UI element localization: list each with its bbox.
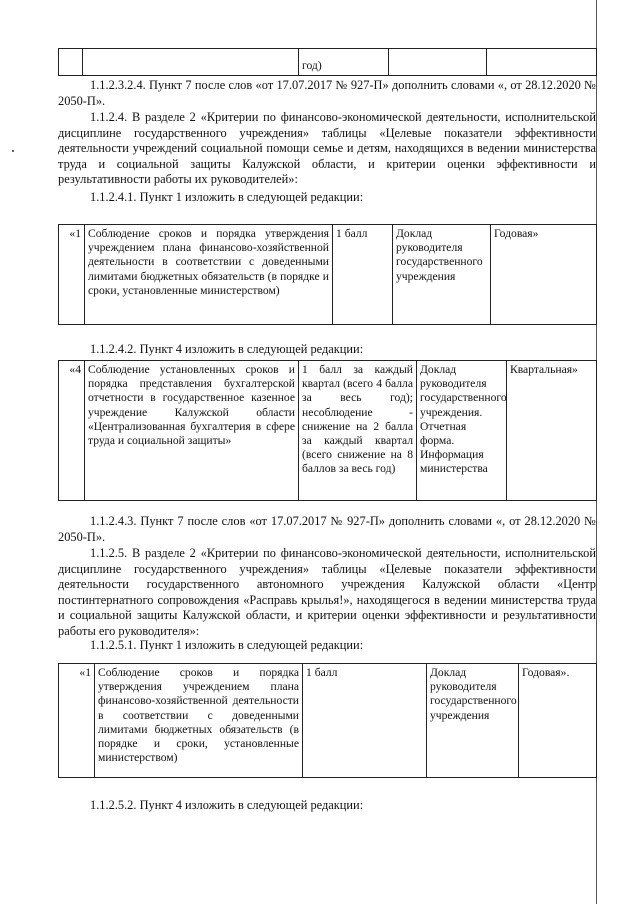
- criterion-text: Соблюдение установленных сроков и порядка представления бухгалтерской отчетности в государственное казенное учреждение Калужской области «Централизованная бухгалтерия в сфере труда и социальной защиты»: [85, 361, 299, 501]
- table-row: [59, 225, 597, 325]
- criterion-text: Соблюдение сроков и порядка утверждения учреждением плана финансово-хозяйственной деятельности в соответствии с доведенными лимитами бюджетных обязательств (в порядке и сроки, установленные министерством): [85, 225, 333, 325]
- period-cell: Годовая».: [519, 664, 597, 778]
- criteria-table-1: [58, 224, 597, 325]
- table-row: [59, 361, 597, 501]
- paragraph-1-1-2-4-1: 1.1.2.4.1. Пункт 1 изложить в следующей редакции:: [90, 190, 364, 204]
- source-cell: Доклад руководителя государственного учреждения. Отчетная форма. Информация министерства: [417, 361, 507, 501]
- period-cell: Годовая»: [491, 225, 597, 325]
- paragraph-1-1-2-5-2: 1.1.2.5.2. Пункт 4 изложить в следующей редакции:: [90, 798, 364, 812]
- top-table-fragment: [58, 48, 597, 76]
- table-cell: год): [299, 49, 389, 76]
- paragraph-1-1-2-4-2: 1.1.2.4.2. Пункт 4 изложить в следующей редакции:: [90, 342, 364, 356]
- item-number: «1: [59, 664, 95, 778]
- table-cell: [59, 49, 83, 76]
- score-cell: 1 балл за каждый квартал (всего 4 балла за весь год); несоблюдение - снижение на 2 балла за каждый квартал (всего снижение на 8 баллов за весь год): [299, 361, 417, 501]
- item-number: «4: [59, 361, 85, 501]
- source-cell: Доклад руководителя государственного учреждения: [427, 664, 519, 778]
- table-cell: [487, 49, 597, 76]
- period-cell: Квартальная»: [507, 361, 597, 501]
- criteria-table-3: [58, 663, 597, 778]
- score-cell: 1 балл: [303, 664, 427, 778]
- paragraph-1-1-2-3-2-4: 1.1.2.3.2.4. Пункт 7 после слов «от 17.07.2017 № 927-П» дополнить словами «, от 28.12.2020 № 2050-П».: [58, 78, 596, 108]
- table-row: [59, 664, 597, 778]
- scan-speck: [12, 150, 14, 152]
- table-cell: [83, 49, 299, 76]
- criteria-table-2: [58, 360, 597, 501]
- score-cell: 1 балл: [333, 225, 393, 325]
- paragraph-1-1-2-4-3: 1.1.2.4.3. Пункт 7 после слов «от 17.07.2017 № 927-П» дополнить словами «, от 28.12.2020 № 2050-П».: [58, 514, 596, 544]
- table-cell: [389, 49, 487, 76]
- paragraph-1-1-2-4: 1.1.2.4. В разделе 2 «Критерии по финансово-экономической деятельности, исполнительской дисциплине государственного учреждения» таблицы «Целевые показатели эффективности деятельности учреждений социальной помощи семье и детям, находящихся в ведении министерства труда и социальной защиты Калужской области, и критерии оценки эффективности и результативности работы их руководителей»:: [58, 110, 596, 187]
- paragraph-1-1-2-5: 1.1.2.5. В разделе 2 «Критерии по финансово-экономической деятельности, исполнительской дисциплине государственного учреждения» таблицы «Целевые показатели эффективности деятельности государственного автономного учреждения Калужской области «Центр постинтернатного сопровождения «Расправь крылья!», находящегося в ведении министерства труда и социальной защиты Калужской области, и критерии оценки эффективности и результативности работы его руководителя»:: [58, 546, 596, 638]
- paragraph-1-1-2-5-1: 1.1.2.5.1. Пункт 1 изложить в следующей редакции:: [90, 638, 364, 652]
- source-cell: Доклад руководителя государственного учреждения: [393, 225, 491, 325]
- criterion-text: Соблюдение сроков и порядка утверждения учреждением плана финансово-хозяйственной деятельности в соответствии с доведенными лимитами бюджетных обязательств (в порядке и сроки, установленные министерством): [95, 664, 303, 778]
- table-row: [59, 49, 597, 76]
- item-number: «1: [59, 225, 85, 325]
